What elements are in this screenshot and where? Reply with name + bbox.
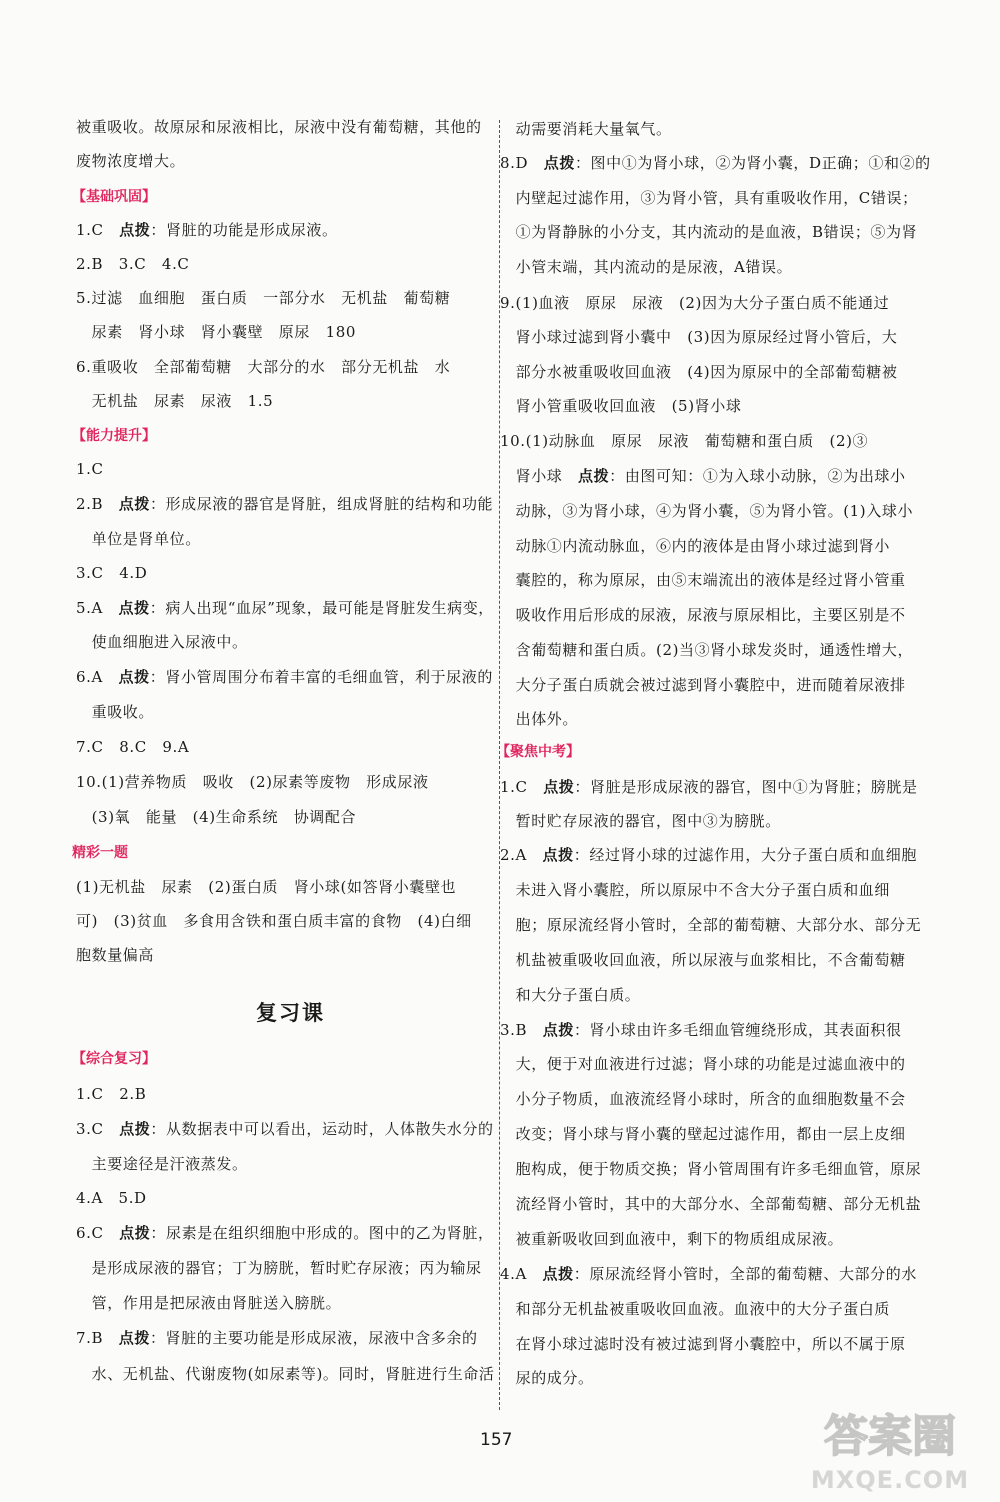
text-segment: ：肾脏是形成尿液的器官，图中①为肾脏；膀胱是 — [574, 778, 918, 796]
text-line — [500, 777, 918, 797]
text-line — [76, 667, 493, 687]
text-segment: 使血细胞进入尿液中。 — [76, 633, 248, 651]
text-segment: 6.重吸收 全部葡萄糖 大部分的水 部分无机盐 水 — [76, 358, 451, 376]
text-segment: ：病人出现“血尿”现象，最可能是肾脏发生病变， — [149, 599, 494, 617]
text-segment: 6.A — [76, 668, 119, 686]
text-line — [76, 254, 190, 274]
text-segment: ：经过肾小球的过滤作用，大分子蛋白质和血细胞 — [573, 846, 917, 864]
text-segment: 4.A — [500, 1265, 543, 1283]
text-segment: 动脉，③为肾小球，④为肾小囊，⑤为肾小管。(1)入球小 — [500, 502, 914, 520]
text-segment: (1)无机盐 尿素 (2)蛋白质 肾小球(如答肾小囊壁也 — [76, 878, 457, 896]
text-line — [76, 1364, 495, 1384]
text-segment: 肾小管重吸收回血液 (5)肾小球 — [500, 397, 742, 415]
text-line — [500, 570, 906, 590]
text-line — [500, 880, 890, 900]
hint-label: 点拨 — [119, 221, 151, 239]
text-segment: 暂时贮存尿液的器官，图中③为膀胱。 — [500, 812, 781, 830]
text-line — [76, 632, 248, 652]
section-heading-jichu: 【基础巩固】 — [72, 189, 156, 205]
text-segment: 1.C — [76, 221, 120, 239]
text-segment: 单位是肾单位。 — [76, 530, 201, 548]
text-segment: 大分子蛋白质就会被过滤到肾小囊腔中，进而随着尿液排 — [500, 676, 906, 694]
text-segment: 囊腔的，称为原尿，由⑤末端流出的液体是经过肾小管重 — [500, 571, 906, 589]
hint-label: 点拨 — [118, 495, 150, 513]
text-line — [76, 1084, 146, 1104]
text-line — [76, 1119, 494, 1139]
text-line — [500, 396, 741, 416]
text-segment: 5.过滤 血细胞 蛋白质 一部分水 无机盐 葡萄糖 — [76, 289, 451, 307]
text-line — [500, 327, 897, 347]
section-heading-jingcai: 精彩一题 — [72, 845, 128, 861]
text-line — [500, 431, 868, 451]
hint-label: 点拨 — [543, 778, 575, 796]
text-segment: 和部分无机盐被重吸收回血液。血液中的大分子蛋白质 — [500, 1300, 891, 1318]
text-line — [500, 119, 672, 139]
text-segment: 3.B — [500, 1021, 543, 1039]
text-line — [500, 188, 918, 208]
text-segment: 机盐被重吸收回血液，所以尿液与血浆相比，不含葡萄糖 — [500, 951, 906, 969]
text-segment: 3.C 4.D — [76, 564, 148, 582]
text-line — [500, 362, 897, 382]
text-segment: 在肾小球过滤时没有被过滤到肾小囊腔中，所以不属于原 — [500, 1335, 906, 1353]
text-segment: 3.C — [76, 1120, 120, 1138]
text-segment: 8.D — [500, 154, 544, 172]
text-segment: 1.C 2.B — [76, 1085, 147, 1103]
text-segment: 尿素 肾小球 肾小囊壁 原尿 180 — [76, 323, 357, 341]
hint-label: 点拨 — [542, 1265, 574, 1283]
text-line — [76, 117, 482, 137]
hint-label: 点拨 — [542, 1021, 574, 1039]
text-line — [76, 945, 154, 965]
text-line — [500, 640, 913, 660]
text-segment: ：形成尿液的器官是肾脏，组成肾脏的结构和功能 — [149, 495, 494, 513]
text-line — [76, 772, 429, 792]
text-segment: 无机盐 尿素 尿液 1.5 — [76, 392, 274, 410]
text-line — [500, 1124, 906, 1144]
text-segment: 2.A — [500, 846, 543, 864]
text-segment: 胞数量偏高 — [76, 946, 155, 964]
text-segment: ：肾脏的功能是形成尿液。 — [150, 221, 338, 239]
text-line — [76, 598, 494, 618]
text-line — [500, 985, 640, 1005]
text-segment: 2.B 3.C 4.C — [76, 255, 190, 273]
section-title: 复习课 — [256, 1000, 325, 1025]
text-line — [500, 1368, 594, 1388]
text-line — [76, 807, 356, 827]
text-segment: 1.C — [76, 460, 104, 478]
text-line — [76, 702, 154, 722]
text-line — [500, 222, 917, 242]
text-line — [500, 845, 917, 865]
text-line — [500, 501, 913, 521]
text-line — [500, 605, 906, 625]
text-segment: 小分子物质，血液流经肾小球时，所含的血细胞数量不会 — [500, 1090, 906, 1108]
text-segment: 1.C — [500, 778, 544, 796]
text-segment: ：原尿流经肾小管时，全部的葡萄糖、大部分的水 — [573, 1265, 917, 1283]
text-segment: ：肾小管周围分布着丰富的毛细血管，利于尿液的 — [149, 668, 493, 686]
text-segment: 胞；原尿流经肾小管时，全部的葡萄糖、大部分水、部分无 — [500, 916, 922, 934]
text-line — [76, 459, 104, 479]
section-heading-zonghe: 【综合复习】 — [72, 1051, 156, 1067]
text-segment: (3)氧 能量 (4)生命系统 协调配合 — [76, 808, 357, 826]
text-segment: 水、无机盐、代谢废物(如尿素等)。同时，肾脏进行生命活 — [76, 1365, 495, 1383]
text-line — [500, 1020, 902, 1040]
text-segment: 被重吸收。故原尿和尿液相比，尿液中没有葡萄糖，其他的 — [76, 118, 482, 136]
text-line — [76, 1223, 494, 1243]
text-line — [500, 293, 889, 313]
text-segment: 尿的成分。 — [500, 1369, 594, 1387]
text-segment: 2.B — [76, 495, 119, 513]
text-segment: ：由图可知：①为入球小动脉，②为出球小 — [609, 467, 906, 485]
text-segment: 10.(1)动脉血 原尿 尿液 葡萄糖和蛋白质 (2)③ — [500, 432, 869, 450]
text-line — [76, 322, 356, 342]
text-segment: 大，便于对血液进行过滤；肾小球的功能是过滤血液中的 — [500, 1055, 906, 1073]
text-line — [500, 1054, 906, 1074]
hint-label: 点拨 — [578, 467, 610, 485]
text-line — [500, 1089, 906, 1109]
text-line — [76, 494, 493, 514]
text-segment: 吸收作用后形成的尿液，尿液与原尿相比，主要区别是不 — [500, 606, 906, 624]
text-segment: 部分水被重吸收回血液 (4)因为原尿中的全部葡萄糖被 — [500, 363, 898, 381]
text-segment: 流经肾小管时，其中的大部分水、全部葡萄糖、部分无机盐 — [500, 1195, 922, 1213]
text-segment: 5.A — [76, 599, 119, 617]
watermark-logo — [800, 1408, 980, 1466]
text-segment: 4.A 5.D — [76, 1189, 147, 1207]
hint-label: 点拨 — [542, 846, 574, 864]
text-segment: 重吸收。 — [76, 703, 155, 721]
text-line — [500, 811, 781, 831]
hint-label: 点拨 — [543, 154, 575, 172]
text-line — [76, 220, 338, 240]
text-segment: 7.C 8.C 9.A — [76, 738, 190, 756]
text-line — [76, 911, 472, 931]
text-segment: 9.(1)血液 原尿 尿液 (2)因为大分子蛋白质不能通过 — [500, 294, 890, 312]
text-segment: 动脉①内流动脉血，⑥内的液体是由肾小球过滤到肾小 — [500, 537, 891, 555]
text-line — [500, 153, 931, 173]
text-line — [500, 709, 578, 729]
text-line — [76, 563, 147, 583]
text-line — [76, 357, 450, 377]
text-segment: 和大分子蛋白质。 — [500, 986, 641, 1004]
text-segment: 小管末端，其内流动的是尿液，A错误。 — [500, 258, 793, 276]
text-segment: ：肾脏的主要功能是形成尿液，尿液中含多余的 — [149, 1329, 478, 1347]
text-segment: 改变；肾小球与肾小囊的壁起过滤作用，都由一层上皮细 — [500, 1125, 906, 1143]
text-line — [76, 877, 456, 897]
text-line — [76, 529, 201, 549]
text-segment: 肾小球过滤到肾小囊中 (3)因为原尿经过肾小管后，大 — [500, 328, 898, 346]
text-segment: ①为肾静脉的小分支，其内流动的是血液，B错误；⑤为肾 — [500, 223, 918, 241]
text-line — [500, 915, 921, 935]
text-segment: 未进入肾小囊腔，所以原尿中不含大分子蛋白质和血细 — [500, 881, 891, 899]
text-segment: 主要途径是汗液蒸发。 — [76, 1155, 248, 1173]
text-segment: 胞构成，便于物质交换；肾小管周围有许多毛细血管，原尿 — [500, 1160, 922, 1178]
column-divider — [499, 120, 501, 1410]
text-segment: 被重新吸收回到血液中，剩下的物质组成尿液。 — [500, 1230, 844, 1248]
text-line — [500, 675, 906, 695]
text-line — [500, 1264, 917, 1284]
text-segment: 出体外。 — [500, 710, 579, 728]
text-line — [500, 1334, 906, 1354]
text-segment: ：从数据表中可以看出，运动时，人体散失水分的 — [150, 1120, 494, 1138]
text-line — [76, 1188, 147, 1208]
text-segment: 7.B — [76, 1329, 119, 1347]
watermark — [800, 1408, 980, 1496]
hint-label: 点拨 — [118, 1329, 150, 1347]
text-segment: 废物浓度增大。 — [76, 152, 186, 170]
text-segment: 动需要消耗大量氧气。 — [500, 120, 672, 138]
text-line — [76, 1328, 478, 1348]
text-segment: 10.(1)营养物质 吸收 (2)尿素等废物 形成尿液 — [76, 773, 429, 791]
hint-label: 点拨 — [118, 668, 150, 686]
text-segment: 含葡萄糖和蛋白质。(2)当③肾小球发炎时，通透性增大， — [500, 641, 914, 659]
section-heading-jujiao: 【聚焦中考】 — [496, 744, 580, 760]
page-number: 157 — [480, 1430, 513, 1450]
text-line — [76, 391, 273, 411]
text-line — [500, 1229, 843, 1249]
section-heading-nengli: 【能力提升】 — [72, 428, 156, 444]
text-segment: 可) (3)贫血 多食用含铁和蛋白质丰富的食物 (4)白细 — [76, 912, 472, 930]
text-segment: 内壁起过滤作用，③为肾小管，具有重吸收作用，C错误； — [500, 189, 918, 207]
text-line — [500, 257, 792, 277]
watermark-logo-text: 答案圈 — [824, 1411, 956, 1462]
text-line — [500, 536, 890, 556]
hint-label: 点拨 — [118, 599, 150, 617]
text-line — [76, 1154, 248, 1174]
text-line — [76, 288, 450, 308]
text-segment: 肾小球 — [500, 467, 579, 485]
text-segment: ：肾小球由许多毛细血管缠绕形成，其表面积很 — [573, 1021, 902, 1039]
hint-label: 点拨 — [119, 1120, 151, 1138]
text-segment: 6.C — [76, 1224, 120, 1242]
text-line — [76, 1293, 341, 1313]
text-segment: 管，作用是把尿液由肾脏送入膀胱。 — [76, 1294, 342, 1312]
text-line — [76, 1258, 482, 1278]
text-line — [76, 151, 185, 171]
text-segment: 是形成尿液的器官；丁为膀胱，暂时贮存尿液；丙为输尿 — [76, 1259, 482, 1277]
text-line — [76, 737, 189, 757]
text-segment: ：尿素是在组织细胞中形成的。图中的乙为肾脏， — [150, 1224, 494, 1242]
text-line — [500, 950, 906, 970]
text-line — [500, 1159, 921, 1179]
text-segment: ：图中①为肾小球，②为肾小囊，D正确；①和②的 — [574, 154, 931, 172]
text-line — [500, 1194, 921, 1214]
text-line — [500, 1299, 890, 1319]
watermark-url: MXQE.COM — [810, 1466, 970, 1494]
text-line — [500, 466, 906, 486]
hint-label: 点拨 — [119, 1224, 151, 1242]
